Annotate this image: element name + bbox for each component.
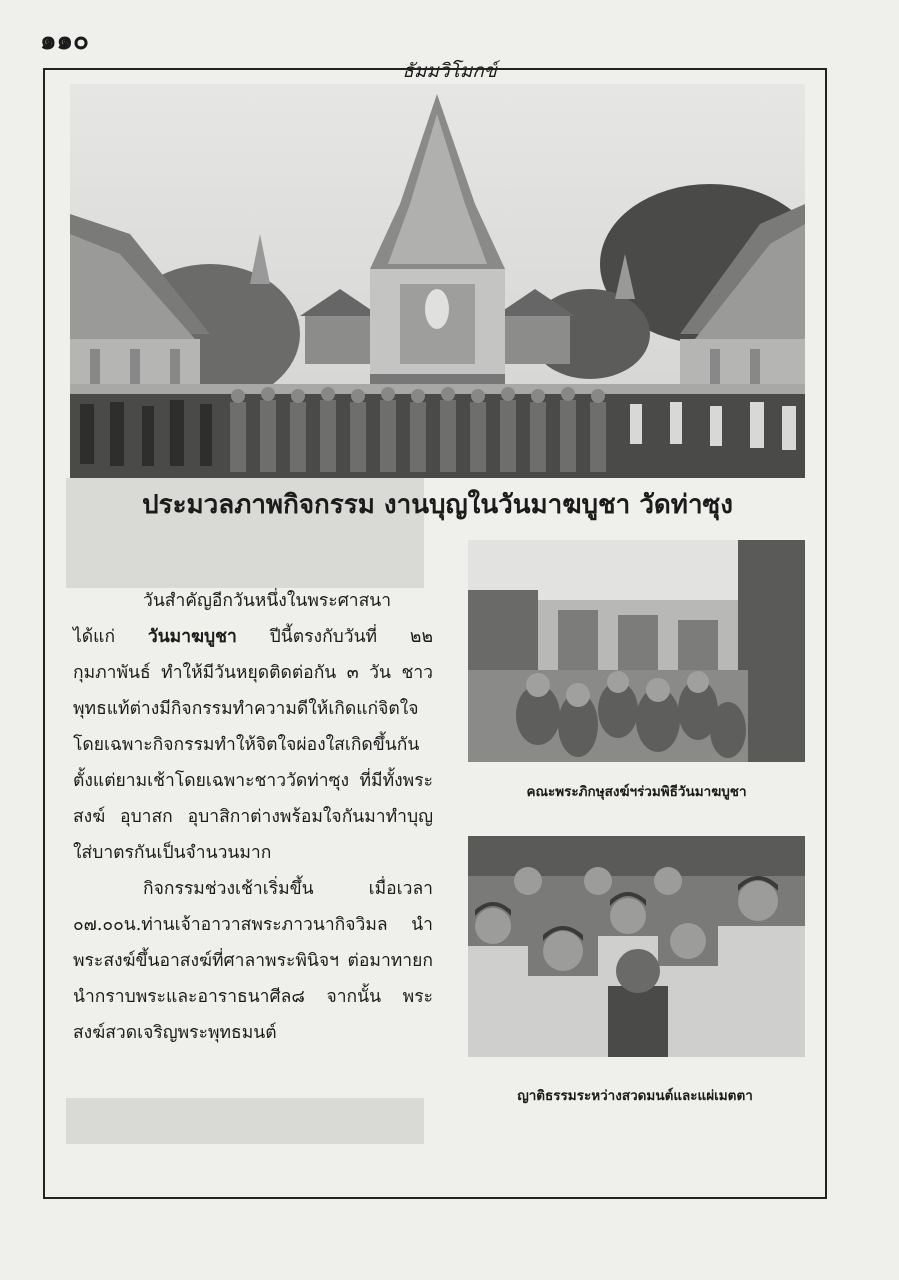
paragraph-1 [73, 583, 433, 871]
paragraph-1-rest: ปีนี้ตรงกับวันที่ ๒๒ กุมภาพันธ์ ทำให้มีวันหยุดติดต่อกัน ๓ วัน ชาวพุทธแท้ต่างมีกิจกรรมทำความดีให้เกิดแก่จิตใจ โดยเฉพาะกิจกรรมทำให้จิตใจผ่องใสเกิดขึ้นกันตั้งแต่ยามเช้าโดยเฉพาะชาววัดท่าซุง ที่มีทั้งพระสงฆ์ อุบาสก อุบาสิกาต่างพร้อมใจกันมาทำบุญใส่บาตรกันเป็นจำนวนมาก [73, 627, 434, 863]
monks-ceremony-illustration [468, 540, 805, 762]
monks-ceremony-photo [468, 540, 805, 762]
paragraph-2 [73, 871, 433, 1051]
page-number: ๑๑๐ [40, 26, 89, 56]
article-body [73, 583, 433, 1051]
temple-procession-photo [70, 84, 805, 478]
temple-procession-illustration [70, 84, 805, 478]
article-headline: ประมวลภาพกิจกรรม งานบุญในวันมาฆบูชา วัดท่าซุง [142, 490, 733, 520]
running-header: ธัมมวิโมกข์ [402, 60, 497, 82]
laity-photo-caption: ญาติธรรมระหว่างสวดมนต์และแผ่เมตตา [517, 1088, 753, 1104]
laity-chanting-illustration [468, 836, 805, 1057]
laity-chanting-photo [468, 836, 805, 1057]
paragraph-2-text: กิจกรรมช่วงเช้าเริ่มขึ้น เมื่อเวลา ๐๗.๐๐น.ท่านเจ้าอาวาสพระภาวนากิจวิมล นำพระสงฆ์ขึ้นอาสงฆ์ที่ศาลาพระพินิจฯ ต่อมาทายกนำกราบพระและอาราธนาศีล๘ จากนั้น พระสงฆ์สวดเจริญพระพุทธมนต์ [73, 879, 433, 1043]
magha-bucha-term: วันมาฆบูชา [147, 627, 237, 647]
paragraph-1-intro: วันสำคัญอีกวันหนึ่งในพระศาสนา ได้แก่ [73, 591, 392, 647]
bleed-through-block-left-lower [66, 1098, 424, 1144]
monks-photo-caption: คณะพระภิกษุสงฆ์ฯร่วมพิธีวันมาฆบูชา [526, 784, 747, 800]
